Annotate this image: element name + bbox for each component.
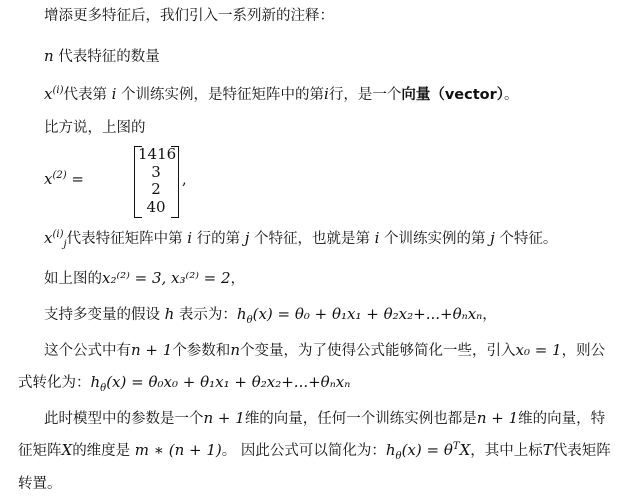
intro-line [44,6,334,26]
intro-text: 增添更多特征后，我们引入一系列新的注释： [44,8,334,24]
example2-math: x₂⁽²⁾ = 3, x₃⁽²⁾ = 2 [102,269,231,287]
hypothesis-h: h [164,305,175,323]
hypothesis-line: 支持多变量的假设 h 表示为：$h_\theta(x) = \theta_0 + \theta_1x_1 + \theta_2x_2+...+\theta_nx_n$， [44,305,497,326]
matrix-formula: $h_\theta(x) = \theta^TX$ [385,441,471,462]
simplified-formula: $h_\theta(x) = \theta_0x_0 + \theta_1x_1 + \theta_2x_2+...+\theta_nx_n$ [90,373,351,394]
hypothesis-formula: $h_\theta(x) = \theta_0 + \theta_1x_1 + \theta_2x_2+...+\theta_nx_n$ [236,305,483,326]
x-i-index-2: i [324,85,329,103]
example-intro-text: 比方说，上图的 [44,120,146,136]
paragraph2-line3: 转置。 [18,476,62,492]
x2-label: $x^{(2)}$ = [44,170,84,188]
x-i-desc-b: 个训练实例，是特征矩阵中的第 [116,87,325,103]
x-i-end: 。 [504,87,519,103]
right-bracket [171,146,179,218]
vector-term-en: （vector） [430,87,505,103]
x-i-symbol: $x^{(i)}$ [44,85,64,103]
example2-line: 如上图的x₂⁽²⁾ = 3, x₃⁽²⁾ = 2， [44,269,246,287]
vector-cell: 1416 [138,145,177,163]
x-i-desc-a: 代表第 [63,87,112,103]
x-ij-symbol: $x^{(i)}_j$ [44,229,67,250]
n-description: 代表特征的数量 [53,49,160,65]
x-i-definition-line [44,84,519,105]
x-ij-definition-line: $x^{(i)}_j$代表特征矩阵中第 i 行的第 j 个特征，也就是第 i 个训练实例的第 j 个特征。 [44,229,558,250]
n-definition-line [44,46,160,67]
n-variable: n [44,47,54,65]
vector-term-cn: 向量 [401,87,431,103]
paragraph1-line1: 这个公式中有n + 1个参数和n个变量，为了使得公式能够简化一些，引入x₀ = 1，则公 [44,341,606,359]
x-i-index: i [111,85,117,103]
vector-cell: 2 [151,180,161,198]
vector-cell: 40 [146,197,166,216]
paragraph2-line1: 此时模型中的参数是一个n + 1维的向量，任何一个训练实例也都是n + 1维的向量，特 [44,409,606,427]
example-intro-line [44,118,146,138]
vector-cells [138,145,177,216]
paragraph2-line2: 征矩阵X的维度是 m ∗ (n + 1)。 因此公式可以简化为：$h_\theta(x) = \theta^TX$，其中上标T代表矩阵 [18,441,611,462]
example2-text: 如上图的 [44,271,102,287]
paragraph1-line2: 式转化为：$h_\theta(x) = \theta_0x_0 + \theta_1x_1 + \theta_2x_2+...+\theta_nx_n$ [18,373,351,394]
vector-cell: 3 [151,162,161,181]
x-i-desc-c: 行，是一个 [328,87,402,103]
vector-comma: , [182,172,187,188]
